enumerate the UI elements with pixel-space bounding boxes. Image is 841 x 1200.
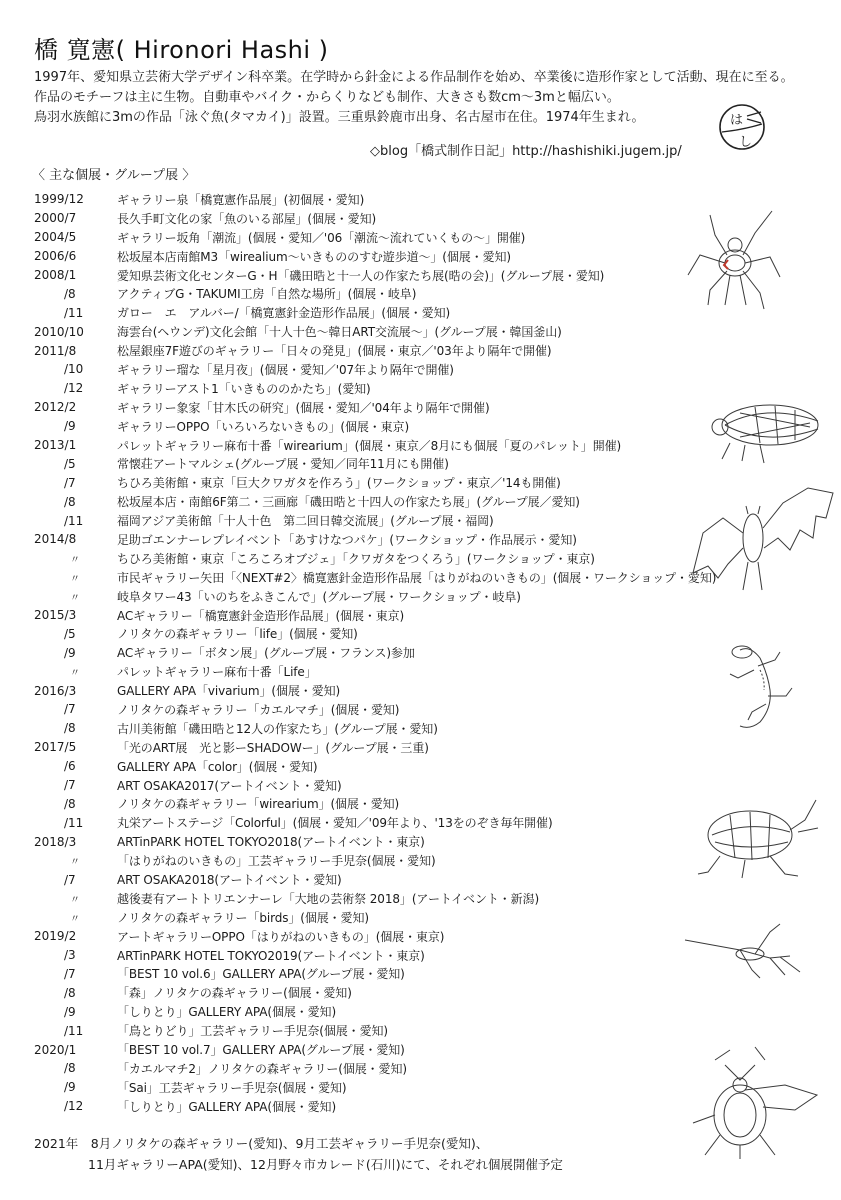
exhibition-entry	[34, 492, 716, 511]
entry-description: アートギャラリーOPPO「はりがねのいきもの」(個展・東京)	[117, 929, 445, 944]
entry-description: ノリタケの森ギャラリー「birds」(個展・愛知)	[117, 910, 369, 925]
exhibition-entry	[34, 908, 716, 927]
entry-date: 〃	[70, 894, 80, 906]
exhibition-entry	[34, 606, 716, 625]
entry-description: ARTinPARK HOTEL TOKYO2018(アートイベント・東京)	[117, 835, 425, 850]
intro-line: 鳥羽水族館に3mの作品「泳ぐ魚(タマカイ)」設置。三重県鈴鹿市出身、名古屋市在住。1974年生まれ。	[34, 110, 645, 125]
entry-description: 古川美術館「磯田晧と12人の作家たち」(グループ展・愛知)	[117, 721, 438, 736]
entry-description: GALLERY APA「color」(個展・愛知)	[117, 759, 318, 774]
entry-date: 2010/10	[34, 324, 84, 339]
entry-description: 常懐荘アートマルシェ(グループ展・愛知／同年11月にも開催)	[117, 457, 449, 472]
hashi-logo	[717, 102, 767, 152]
exhibition-entry	[34, 511, 716, 530]
exhibition-entry	[34, 927, 716, 946]
entry-description: ガロー エ アルバー/「橋寛憲針金造形作品展」(個展・愛知)	[117, 306, 451, 321]
exhibition-entry	[34, 813, 716, 832]
entry-description: 「しりとり」GALLERY APA(個展・愛知)	[117, 1005, 337, 1020]
exhibition-entry	[34, 624, 716, 643]
intro-line: 1997年、愛知県立芸術大学デザイン科卒業。在学時から針金による作品制作を始め、卒業後に造形作家として活動、現在に至る。	[34, 70, 794, 85]
entry-date: 〃	[70, 857, 80, 869]
cicada-sculpture-image	[700, 385, 830, 465]
exhibition-entry	[34, 568, 716, 587]
entry-date: /5	[64, 626, 76, 641]
exhibition-entry	[34, 341, 716, 360]
entry-description: ART OSAKA2017(アートイベント・愛知)	[117, 778, 342, 793]
intro-line: 作品のモチーフは主に生物。自動車やバイク・からくりなども制作、大きさも数cm～3mと幅広い。	[34, 90, 620, 105]
entry-description: 愛知県芸術文化センターG・H「磯田晧と十一人の作家たち展(晧の会)」(グループ展・愛知)	[117, 268, 605, 283]
entry-date: 2006/6	[34, 249, 77, 264]
entry-date: /7	[64, 778, 76, 793]
entry-description: ギャラリーアスト1「いきもののかたち」(愛知)	[117, 381, 371, 396]
footer-note	[34, 1133, 563, 1175]
entry-date: 1999/12	[34, 192, 84, 207]
entry-date: 2008/1	[34, 268, 77, 282]
exhibition-entry	[34, 832, 716, 851]
entry-date: 2019/2	[34, 929, 77, 944]
entry-date: 2017/5	[34, 740, 77, 755]
exhibition-entry	[34, 889, 716, 908]
exhibition-entry	[34, 662, 716, 681]
exhibition-entry	[34, 266, 716, 285]
exhibition-entry	[34, 776, 716, 795]
entry-description: アクティブG・TAKUMI工房「自然な場所」(個展・岐阜)	[117, 287, 417, 302]
exhibition-entry	[34, 247, 716, 266]
entry-description: ノリタケの森ギャラリー「life」(個展・愛知)	[117, 627, 358, 642]
exhibition-entry	[34, 870, 716, 889]
entry-date: 〃	[70, 668, 80, 680]
exhibition-entry	[34, 983, 716, 1002]
entry-date: 2000/7	[34, 211, 77, 226]
entry-date: 2012/2	[34, 400, 77, 415]
entry-date: 2011/8	[34, 343, 77, 358]
entry-description: ギャラリー象家「甘木氏の研究」(個展・愛知／'04年より隔年で開催)	[117, 400, 490, 415]
entry-date: /7	[64, 702, 76, 717]
entry-description: 「BEST 10 vol.6」GALLERY APA(グループ展・愛知)	[117, 967, 405, 982]
exhibition-entry	[34, 454, 716, 473]
exhibition-entry	[34, 851, 716, 870]
exhibition-entry	[34, 549, 716, 568]
entry-date: /8	[64, 796, 76, 811]
entry-description: ARTinPARK HOTEL TOKYO2019(アートイベント・東京)	[117, 948, 425, 963]
mantis-sculpture-image	[680, 920, 820, 990]
exhibition-entry	[34, 700, 716, 719]
entry-date: /9	[64, 1004, 76, 1019]
entry-date: 〃	[70, 573, 80, 585]
entry-description: 「光のART展 光と影ーSHADOWー」(グループ展・三重)	[117, 740, 429, 755]
entry-description: ACギャラリー「橋寛憲針金造形作品展」(個展・東京)	[117, 608, 405, 623]
entry-description: 市民ギャラリー矢田「〈NEXT#2〉橋寛憲針金造形作品展「はりがねのいきもの」(個展・ワークショップ・愛知)	[117, 570, 717, 585]
spider-sculpture-image	[680, 205, 790, 315]
exhibition-entry	[34, 436, 716, 455]
exhibition-entry	[34, 530, 716, 549]
entry-description: 「森」ノリタケの森ギャラリー(個展・愛知)	[117, 986, 352, 1001]
exhibition-list	[34, 190, 716, 1116]
entry-date: 〃	[70, 913, 80, 925]
exhibition-entry	[34, 1059, 716, 1078]
entry-date: 2004/5	[34, 230, 77, 245]
entry-description: 海雲台(ヘウンデ)文化会館「十人十色～韓日ART交流展～」(グループ展・韓国釜山)	[117, 325, 562, 340]
entry-description: ノリタケの森ギャラリー「wirearium」(個展・愛知)	[117, 797, 400, 812]
entry-description: 「はりがねのいきもの」工芸ギャラリー手児奈(個展・愛知)	[117, 854, 436, 869]
entry-description: 「カエルマチ2」ノリタケの森ギャラリー(個展・愛知)	[117, 1061, 407, 1076]
entry-description: 「BEST 10 vol.7」GALLERY APA(グループ展・愛知)	[117, 1043, 405, 1058]
entry-date: 2014/8	[34, 532, 77, 547]
entry-description: 岐阜タワー43「いのちをふきこんで」(グループ展・ワークショップ・岐阜)	[117, 589, 521, 604]
bat-sculpture-image	[688, 478, 838, 598]
entry-description: ギャラリー泉「橋寛憲作品展」(初個展・愛知)	[117, 192, 365, 207]
entry-description: ART OSAKA2018(アートイベント・愛知)	[117, 873, 342, 887]
entry-date: /9	[64, 419, 76, 434]
entry-date: 2018/3	[34, 834, 77, 849]
entry-date: /11	[64, 1023, 84, 1038]
entry-date: /12	[64, 1099, 84, 1114]
entry-description: 長久手町文化の家「魚のいる部屋」(個展・愛知)	[117, 211, 377, 226]
exhibition-entry	[34, 1097, 716, 1116]
entry-description: 「鳥とりどり」工芸ギャラリー手児奈(個展・愛知)	[117, 1024, 388, 1039]
entry-description: 足助ゴエンナーレプレイベント「あすけなつパケ」(ワークショップ・作品展示・愛知)	[117, 532, 577, 547]
exhibition-entry	[34, 587, 716, 606]
entry-description: パレットギャラリー麻布十番「wirearium」(個展・東京／8月にも個展「夏のパレット」開催)	[117, 438, 622, 453]
entry-description: ちひろ美術館・東京「ころころオブジェ」「クワガタをつくろう」(ワークショップ・東京)	[117, 551, 595, 566]
exhibition-entry	[34, 643, 716, 662]
exhibition-entry	[34, 1021, 716, 1040]
entry-description: ACギャラリー「ボタン展」(グループ展・フランス)参加	[117, 646, 415, 661]
exhibition-entry	[34, 965, 716, 984]
entry-date: /10	[64, 362, 84, 377]
entry-date: 2015/3	[34, 608, 77, 623]
entry-description: ギャラリー坂角「潮流」(個展・愛知／'06「潮流～流れていくもの～」開催)	[117, 230, 526, 245]
entry-description: ちひろ美術館・東京「巨大クワガタを作ろう」(ワークショップ・東京／'14も開催)	[117, 476, 561, 491]
exhibition-entry	[34, 190, 716, 209]
blog-link[interactable]: ◇blog「橋式制作日記」http://hashishiki.jugem.jp/	[370, 144, 682, 159]
entry-date: /11	[64, 513, 84, 528]
footer-line: 11月ギャラリーAPA(愛知)、12月野々市カレード(石川)にて、それぞれ個展開催予定	[88, 1157, 563, 1172]
entry-date: /8	[64, 721, 76, 736]
entry-description: ギャラリーOPPO「いろいろないきもの」(個展・東京)	[117, 419, 410, 434]
entry-date: /7	[64, 475, 76, 490]
lizard-sculpture-image	[720, 630, 810, 735]
svg-text:は: は	[730, 113, 744, 128]
entry-description: パレットギャラリー麻布十番「Life」	[117, 665, 317, 680]
entry-date: /8	[64, 985, 76, 1000]
svg-text:し: し	[739, 135, 753, 150]
entry-description: 丸栄アートステージ「Colorful」(個展・愛知／'09年より、'13をのぞき毎年開催)	[117, 816, 553, 831]
section-title: 〈 主な個展・グループ展 〉	[32, 168, 196, 183]
exhibition-entry	[34, 228, 716, 247]
exhibition-entry	[34, 417, 716, 436]
exhibition-entry	[34, 284, 716, 303]
entry-date: /8	[64, 286, 76, 301]
intro-paragraph	[34, 68, 794, 128]
entry-date: 2020/1	[34, 1042, 77, 1057]
entry-date: /8	[64, 1061, 76, 1076]
exhibition-entry	[34, 719, 716, 738]
entry-date: /7	[64, 966, 76, 981]
exhibition-entry	[34, 398, 716, 417]
exhibition-entry	[34, 360, 716, 379]
entry-date: /9	[64, 1080, 76, 1095]
exhibition-entry	[34, 209, 716, 228]
entry-description: 松屋銀座7F遊びのギャラリー「日々の発見」(個展・東京／'03年より隔年で開催)	[117, 344, 552, 359]
entry-date: /3	[64, 948, 76, 963]
exhibition-entry	[34, 946, 716, 965]
entry-description: ギャラリー瑠な「星月夜」(個展・愛知／'07年より隔年で開催)	[117, 362, 454, 377]
entry-date: /5	[64, 456, 76, 471]
entry-description: 松坂屋本店・南館6F第二・三画廊「磯田晧と十四人の作家たち展」(グループ展／愛知)	[117, 495, 580, 510]
exhibition-entry	[34, 738, 716, 757]
footer-line: 2021年 8月ノリタケの森ギャラリー(愛知)、9月工芸ギャラリー手児奈(愛知)、	[34, 1136, 489, 1151]
entry-date: /8	[64, 494, 76, 509]
entry-date: /12	[64, 381, 84, 396]
entry-date: 〃	[70, 592, 80, 604]
entry-date: 〃	[70, 554, 80, 566]
insect-sculpture-image	[685, 1035, 825, 1160]
exhibition-entry	[34, 757, 716, 776]
exhibition-entry	[34, 795, 716, 814]
entry-description: 越後妻有アートトリエンナーレ「大地の芸術祭 2018」(アートイベント・新潟)	[117, 891, 540, 906]
exhibition-entry	[34, 1078, 716, 1097]
entry-date: /6	[64, 759, 76, 774]
entry-description: GALLERY APA「vivarium」(個展・愛知)	[117, 684, 341, 699]
exhibition-entry	[34, 681, 716, 700]
beetle-sculpture-image	[690, 790, 830, 880]
exhibition-entry	[34, 379, 716, 398]
exhibition-entry	[34, 1040, 716, 1059]
entry-date: /7	[64, 872, 76, 887]
entry-description: 松坂屋本店南館M3「wirealium～いきもののすむ遊歩道～」(個展・愛知)	[117, 249, 511, 264]
exhibition-entry	[34, 473, 716, 492]
entry-date: /9	[64, 645, 76, 660]
entry-description: 「しりとり」GALLERY APA(個展・愛知)	[117, 1099, 337, 1114]
exhibition-entry	[34, 1002, 716, 1021]
entry-description: 「Sai」工芸ギャラリー手児奈(個展・愛知)	[117, 1080, 347, 1095]
entry-description: 福岡アジア美術館「十人十色 第二回日韓交流展」(グループ展・福岡)	[117, 514, 494, 529]
exhibition-entry	[34, 322, 716, 341]
exhibition-entry	[34, 303, 716, 322]
entry-description: ノリタケの森ギャラリー「カエルマチ」(個展・愛知)	[117, 702, 400, 717]
entry-date: /11	[64, 815, 84, 830]
entry-date: 2013/1	[34, 438, 77, 453]
entry-date: 2016/3	[34, 683, 77, 698]
page-title: 橋 寛憲( Hironori Hashi )	[34, 36, 329, 64]
entry-date: /11	[64, 305, 84, 320]
